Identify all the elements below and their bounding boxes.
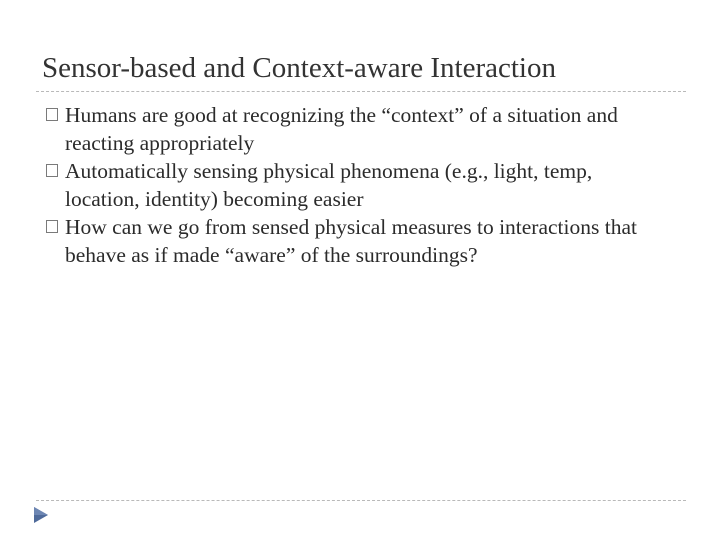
square-bullet-icon — [46, 164, 58, 177]
bullet-text: Automatically sensing physical phenomena (e.g., light, temp, location, identity) becoming easier — [65, 159, 593, 211]
bullet-list — [46, 101, 666, 269]
title-divider — [36, 91, 686, 92]
footer-divider — [36, 500, 686, 501]
bullet-item — [46, 101, 666, 157]
bullet-text: How can we go from sensed physical measures to interactions that behave as if made “aware” of the surroundings? — [65, 215, 637, 267]
square-bullet-icon — [46, 108, 58, 121]
slide-title: Sensor-based and Context-aware Interaction — [42, 52, 556, 84]
bullet-item — [46, 213, 666, 269]
bullet-text: Humans are good at recognizing the “context” of a situation and reacting appropriately — [65, 103, 618, 155]
triangle-arrow-icon — [32, 506, 50, 524]
bullet-item — [46, 157, 666, 213]
square-bullet-icon — [46, 220, 58, 233]
